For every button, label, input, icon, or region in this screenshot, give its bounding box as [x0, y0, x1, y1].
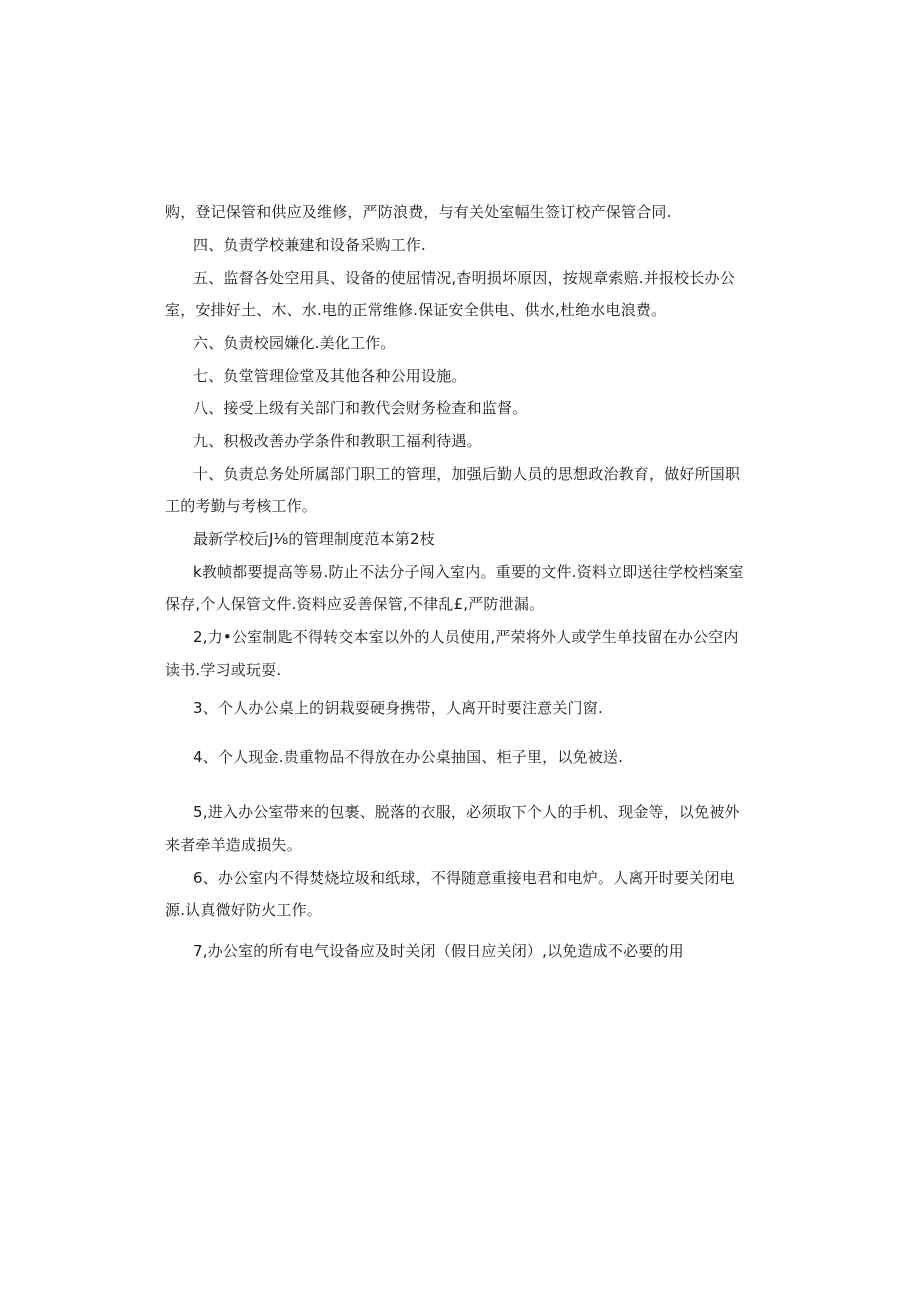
paragraph-line: 十、负责总务处所属部门职工的管理，加强后勤人员的思想政治教育，做好所国职: [193, 465, 741, 483]
paragraph-line: 九、积极改善办学条件和教职工福利待遇。: [193, 432, 482, 450]
paragraph-line: 五、监督各处空用具、设备的使屈情况,杳明损坏原因，按规章索赔.并报校长办公: [193, 269, 735, 287]
paragraph-line: 7,办公室的所有电气设备应及时关闭（假日应关闭）,以免造成不必要的用: [193, 942, 684, 960]
paragraph-line: 室，安排好土、木、水.电的正常维修.保证安全供电、供水,杜绝水电浪费。: [165, 301, 667, 319]
paragraph-line: 工的考勤与考核工作。: [165, 497, 318, 515]
paragraph-line: 6、办公室内不得焚烧垃圾和纸球，不得随意重接电君和电炉。人离开时要关闭电: [193, 869, 735, 887]
paragraph-line: k教帧都要提高等易.防止不法分子闯入室内。重要的文件.资料立即送往学校档案室: [193, 563, 744, 581]
paragraph-line: 5,进入办公室带来的包裹、脱落的衣服，必须取下个人的手机、现金等，以免被外: [193, 803, 740, 821]
paragraph-line: 六、负责校园嫌化.美化工作。: [193, 334, 396, 352]
paragraph-line: 源.认真微好防火工作。: [165, 901, 322, 919]
section-heading: 最新学校后J⅛的管理制度范本第2枝: [193, 530, 435, 548]
paragraph-line: 保存,个人保管文件.资料应妥善保管,不律乱£,严防泄漏。: [165, 595, 545, 613]
paragraph-line: 四、负责学校兼建和设备采购工作.: [193, 236, 426, 254]
paragraph-line: 八、接受上级有关部门和教代会财务检查和监督。: [193, 399, 528, 417]
paragraph-line: 2,力•公室制匙不得转交本室以外的人员使用,严荣将外人或学生单技留在办公空内: [193, 628, 739, 646]
paragraph-line: 七、负堂管理俭堂及其他各种公用设施。: [193, 367, 467, 385]
paragraph-line: 购，登记保管和供应及维修，严防浪费，与有关处室幅生签订校产保管合同.: [165, 203, 672, 221]
paragraph-line: 3、个人办公桌上的钥栽耍硬身携带，人离开时要注意关门窗.: [193, 699, 603, 717]
paragraph-line: 4、个人现金.贵重物品不得放在办公桌抽国、柜子里，以免被送.: [193, 748, 624, 766]
paragraph-line: 读书.学习或玩耍.: [165, 661, 282, 679]
paragraph-line: 来者牵羊造成损失。: [165, 836, 302, 854]
